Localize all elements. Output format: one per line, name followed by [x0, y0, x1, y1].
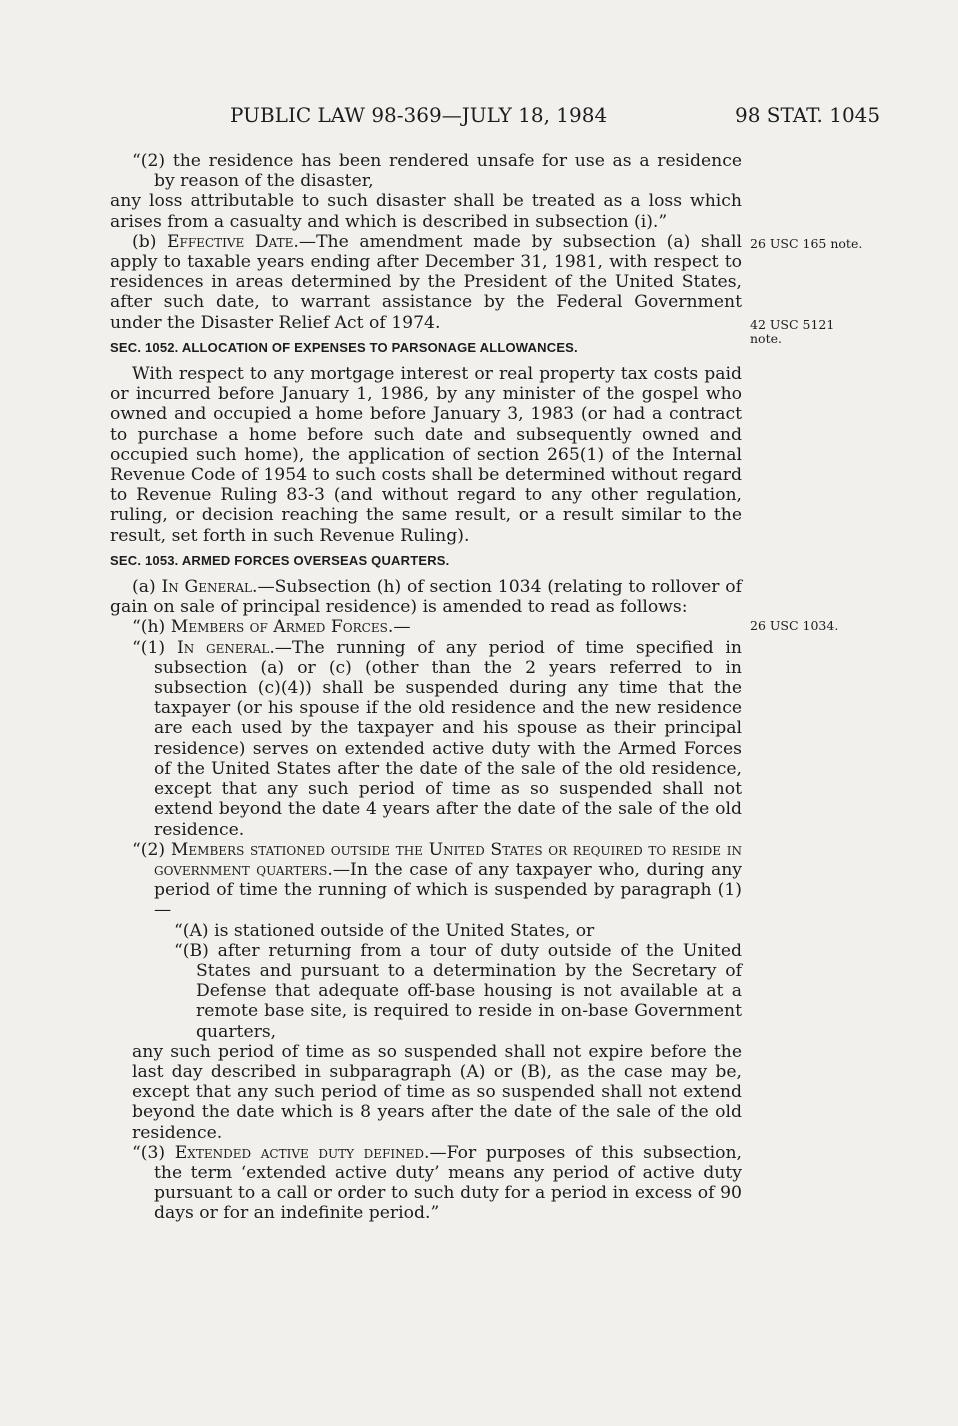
paragraph-text: .—For purposes of this subsection, the term ‘extended active duty’ means any period of active duty pursuant to a call or order to such duty for a period in excess of 90 days or for an indefinite period.”	[154, 1142, 742, 1224]
paragraph-text: .—In the case of any taxpayer who, during any period of time the running of which is suspended by paragraph (1)—	[154, 859, 742, 921]
paragraph-lead: “(1)	[132, 637, 177, 658]
paragraph-subsection-1	[110, 638, 742, 840]
paragraph-lead: (b)	[132, 231, 167, 252]
body-text	[110, 151, 742, 1224]
paragraph-subsection-2	[110, 840, 742, 921]
margin-note-26-usc-165: 26 USC 165 note.	[750, 236, 863, 251]
paragraph: any such period of time as so suspended shall not expire before the last day described in subparagraph (A) or (B), as the case may be, except that any such period of time as so suspended shall not extend beyond the date which is 8 years after the date of the sale of the old residence.	[132, 1041, 742, 1143]
paragraph: “(2) the residence has been rendered unsafe for use as a residence by reason of the disaster,	[132, 151, 742, 192]
paragraph-text: .—Subsection (h) of section 1034 (relating to rollover of gain on sale of principal residence) is amended to read as follows:	[110, 577, 742, 618]
margin-note-26-usc-1034: 26 USC 1034.	[750, 618, 839, 633]
paragraph: any loss attributable to such disaster shall be treated as a loss which arises from a casualty and which is described in subsection (i).”	[110, 191, 742, 232]
paragraph-in-general	[110, 577, 742, 617]
section-heading-1052: SEC. 1052. ALLOCATION OF EXPENSES TO PARSONAGE ALLOWANCES.	[110, 339, 578, 355]
margin-note-line: note.	[750, 331, 782, 346]
margin-note-line: 42 USC 5121	[750, 317, 835, 332]
paragraph-heading: Members of Armed Forces	[170, 617, 388, 638]
paragraph-lead: “(3)	[132, 1142, 175, 1163]
paragraph-text: .—	[387, 617, 411, 638]
paragraph-subparagraph-b: “(B) after returning from a tour of duty outside of the United States and pursuant to a determination by the Secretary of Defense that adequate off-base housing is not available at a remote base site, is required to reside in on-base Government quarters,	[174, 940, 742, 1042]
paragraph-heading: Members stationed outside the United States or required to reside in government quarters	[154, 839, 742, 880]
paragraph-heading: Extended active duty defined	[174, 1142, 425, 1163]
margin-note-42-usc-5121	[750, 318, 834, 346]
paragraph-subparagraph-a: “(A) is stationed outside of the United States, or	[174, 920, 595, 941]
page-header-stat: 98 STAT. 1045	[735, 103, 881, 127]
paragraph: With respect to any mortgage interest or real property tax costs paid or incurred before January 1, 1986, by any minister of the gospel who owned and occupied a home before January 3, 1983 (or had a contract to purchase a home before such date and subsequently owned and occupied such home), the application of section 265(1) of the Internal Revenue Code of 1954 to such costs shall be determined without regard to Revenue Ruling 83-3 (and without regard to any other regulation, ruling, or decision reaching the same result, or a result similar to the result, set forth in such Revenue Ruling).	[110, 364, 742, 546]
section-heading-1053: SEC. 1053. ARMED FORCES OVERSEAS QUARTERS.	[110, 552, 450, 568]
paragraph-text: .—The amendment made by subsection (a) shall apply to taxable years ending after December 31, 1981, with respect to residences in areas determined by the President of the United States, after such date, to warrant assistance by the Federal Government under the Disaster Relief Act of 1974.	[110, 231, 742, 333]
paragraph-effective-date	[110, 232, 742, 333]
paragraph-subsection-3	[110, 1143, 742, 1224]
paragraph-heading: In General	[161, 577, 252, 598]
paragraph-members-armed-forces	[110, 617, 742, 637]
paragraph-text: .—The running of any period of time specified in subsection (a) or (c) (other than the 2 years referred to in subsection (c)(4)) shall be suspended during any time that the taxpayer (or his spouse if the old residence and the new residence are each used by the taxpayer and his spouse as their principal residence) serves on extended active duty with the Armed Forces of the United States after the date of the sale of the old residence, except that any such period of time as so suspended shall not extend beyond the date 4 years after the date of the sale of the old residence.	[154, 637, 742, 840]
paragraph-lead: (a)	[132, 577, 162, 598]
paragraph-heading: In general	[176, 637, 270, 658]
paragraph-heading: Effective Date	[166, 231, 294, 252]
paragraph-lead: “(2)	[132, 839, 171, 860]
page-header-title: PUBLIC LAW 98-369—JULY 18, 1984	[230, 103, 608, 127]
paragraph-lead: “(h)	[132, 617, 171, 638]
